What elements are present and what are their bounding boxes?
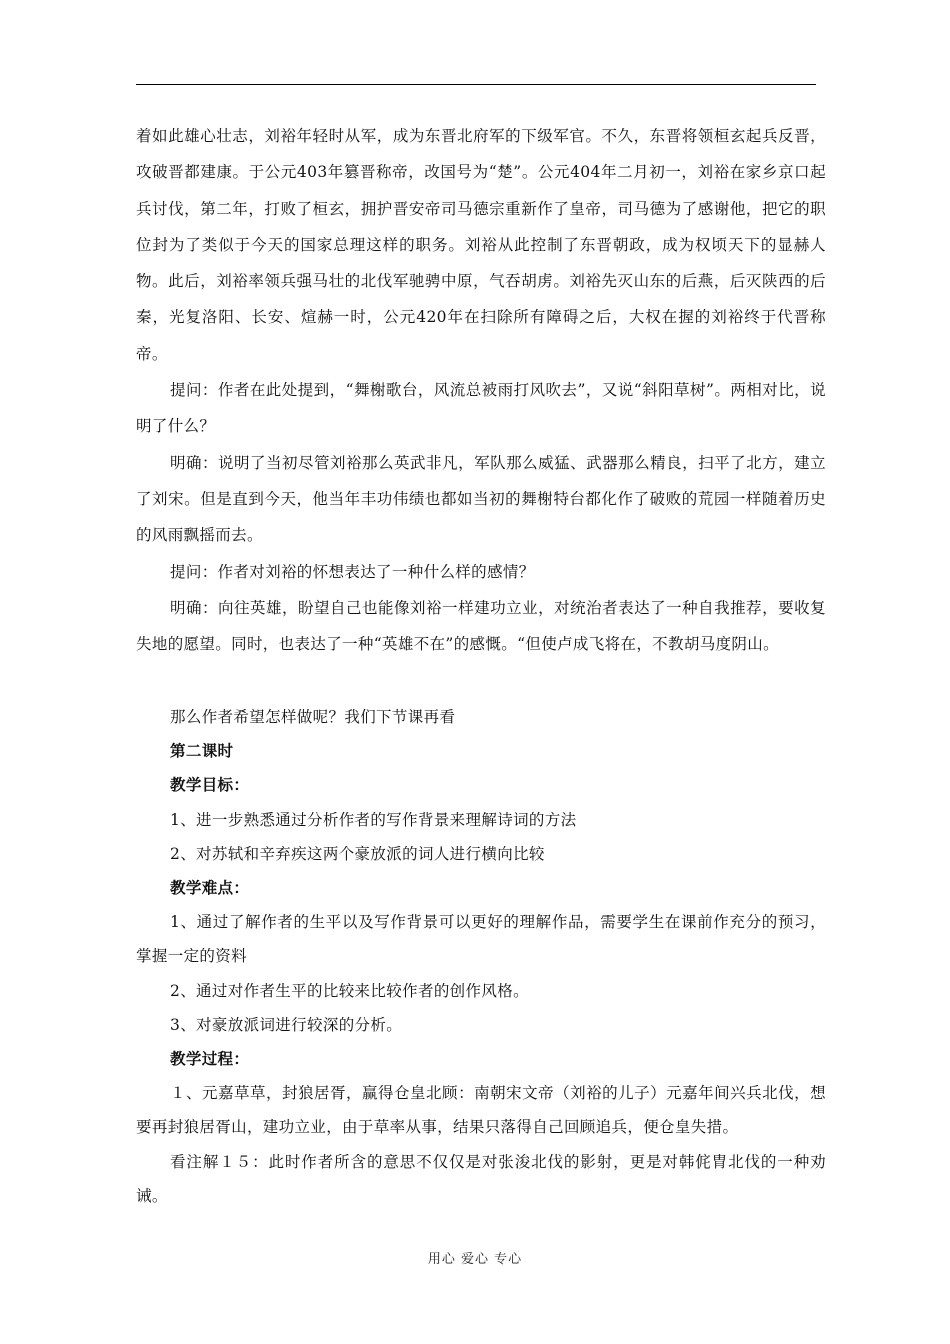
page-footer: 用心 爱心 专心: [427, 1252, 523, 1267]
teaching-process-heading: 教学过程：: [170, 1049, 250, 1069]
paragraph-liu-yu-history: 着如此雄心壮志，刘裕年轻时从军，成为东晋北府军的下级军官。不久，东晋将领桓玄起兵反晋，攻破晋都建康。于公元403年篡晋称帝，改国号为“楚”。公元404年二月初一，刘裕在家乡京口起兵讨伐，第二年，打败了桓玄，拥护晋安帝司马德宗重新作了皇帝，司马德为了感谢他，把它的职位封为了类似于今天的国家总理这样的职务。刘裕从此控制了东晋朝政，成为权顷天下的显赫人物。此后，刘裕率领兵强马壮的北伐军驰骋中原，气吞胡虏。刘裕先灭山东的后燕，后灭陕西的后秦，光复洛阳、长安、煊赫一时，公元420年在扫除所有障碍之后，大权在握的刘裕终于代晋称帝。: [136, 127, 826, 363]
header-rule: [136, 84, 816, 85]
paragraph-answer-1: 明确：说明了当初尽管刘裕那么英武非凡，军队那么威猛、武器那么精良，扫平了北方，建立了刘宋。但是直到今天，他当年丰功伟绩也都如当初的舞榭特台都化作了破败的荒园一样随着历史的风雨飘摇而去。: [136, 453, 826, 545]
teaching-goal-2: 2、对苏轼和辛弃疾这两个豪放派的词人进行横向比较: [170, 844, 545, 863]
annotation-15: 看注解１５：此时作者所含的意思不仅仅是对张浚北伐的影射，更是对韩侂胄北伐的一种劝诫。: [136, 1152, 826, 1205]
next-class-line: 那么作者希望怎样做呢？我们下节课再看: [170, 708, 456, 726]
second-lesson-heading: 第二课时: [170, 741, 234, 761]
teaching-goals-heading: 教学目标：: [170, 775, 250, 795]
teaching-process-1: １、元嘉草草，封狼居胥，赢得仓皇北顾：南朝宋文帝（刘裕的儿子）元嘉年间兴兵北伐，想要再封狼居胥山，建功立业，由于草率从事，结果只落得自己回顾追兵，便仓皇失措。: [136, 1084, 826, 1137]
teaching-difficulties-heading: 教学难点：: [170, 878, 250, 898]
teaching-goal-1: 1、进一步熟悉通过分析作者的写作背景来理解诗词的方法: [170, 810, 577, 829]
paragraph-answer-2: 明确：向往英雄，盼望自己也能像刘裕一样建功立业，对统治者表达了一种自我推荐，要收复失地的愿望。同时，也表达了一种“英雄不在”的感慨。“但使卢成飞将在，不教胡马度阴山。: [136, 598, 826, 654]
teaching-difficulty-2: 2、通过对作者生平的比较来比较作者的创作风格。: [170, 981, 529, 1000]
body-text-lower: [136, 700, 826, 1213]
teaching-difficulty-1: 1、通过了解作者的生平以及写作背景可以更好的理解作品，需要学生在课前作充分的预习，掌握一定的资料: [136, 913, 826, 966]
paragraph-question-2: 提问：作者对刘裕的怀想表达了一种什么样的感情？: [170, 562, 535, 581]
paragraph-question-1: 提问：作者在此处提到，“舞榭歌台，风流总被雨打风吹去”，又说“斜阳草树”。两相对比，说明了什么？: [136, 381, 826, 436]
teaching-difficulty-3: 3、对豪放派词进行较深的分析。: [170, 1015, 403, 1034]
body-text-top: [136, 118, 826, 662]
